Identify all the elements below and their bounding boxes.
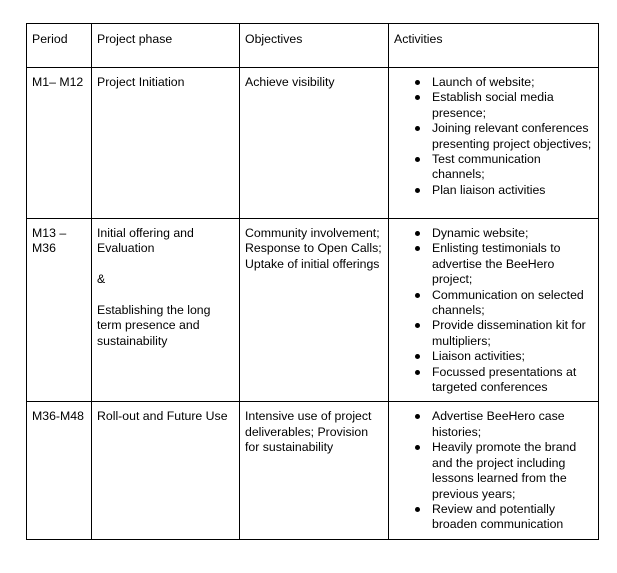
bullet-icon [415,95,420,100]
list-item [432,152,593,183]
phase-text: Project Initiation [97,75,185,89]
list-item [432,349,593,364]
activity-text: Launch of website; [432,75,535,89]
activity-text: Heavily promote the brand and the project including lessons learned from the previous years; [432,440,577,501]
communication-plan-table [26,23,599,540]
bullet-icon [415,414,420,419]
bullet-icon [415,445,420,450]
bullet-icon [415,370,420,375]
objectives-cell: Community involvement; Response to Open Calls; Uptake of initial offerings [240,219,389,402]
bullet-icon [415,246,420,251]
activities-list [394,75,593,198]
activity-text: Liaison activities; [432,349,525,364]
table-row [27,68,599,219]
activity-text: Enlisting testimonials to advertise the BeeHero project; [432,241,561,287]
project-phase-cell [92,68,240,219]
bullet-icon [415,126,420,131]
bullet-icon [415,231,420,236]
activity-text: Review and potentially broaden communication [432,501,564,532]
project-phase-cell [92,402,240,539]
table-header-row [27,24,599,68]
bullet-icon [415,323,420,328]
activity-text: Advertise BeeHero case histories; [432,409,565,439]
phase-text: Establishing the long term presence and sustainability [97,303,211,348]
phase-text: & [97,272,106,287]
list-item [432,365,593,396]
list-item [432,318,593,349]
activity-text: Focussed presentations at targeted conferences [432,364,577,395]
activity-text: Dynamic website; [432,226,529,240]
period-cell: M1– M12 [27,68,92,219]
activity-text: Provide dissemination kit for multipliers; [432,318,586,348]
bullet-icon [415,354,420,359]
activity-text: Joining relevant conferences presenting project objectives; [432,121,592,151]
project-phase-cell [92,219,240,402]
list-item [432,183,593,198]
activity-text: Communication on selected channels; [432,287,584,318]
phase-text: Roll-out and Future Use [97,409,228,424]
phase-text: Initial offering and Evaluation [97,226,194,256]
objectives-cell: Intensive use of project deliverables; Provision for sustainability [240,402,389,539]
activities-cell [389,402,599,539]
table-row [27,219,599,402]
header-objectives: Objectives [240,24,389,68]
list-item [432,440,593,502]
list-item [432,75,593,90]
list-item [432,288,593,319]
activity-text: Establish social media presence; [432,90,554,120]
list-item [432,409,593,440]
activities-list [394,226,593,395]
list-item [432,241,593,287]
bullet-icon [415,188,420,193]
objectives-cell: Achieve visibility [240,68,389,219]
list-item [432,90,593,121]
bullet-icon [415,507,420,512]
header-project-phase: Project phase [92,24,240,68]
header-activities: Activities [389,24,599,68]
table-row [27,402,599,539]
period-cell: M36-M48 [27,402,92,539]
list-item [432,121,593,152]
activity-text: Plan liaison activities [432,182,546,197]
activities-cell [389,68,599,219]
bullet-icon [415,157,420,162]
bullet-icon [415,293,420,298]
activities-list [394,409,593,532]
activities-cell [389,219,599,402]
header-period: Period [27,24,92,68]
period-cell: M13 – M36 [27,219,92,402]
list-item [432,226,593,241]
activity-text: Test communication channels; [432,152,541,182]
list-item [432,502,593,533]
bullet-icon [415,80,420,85]
